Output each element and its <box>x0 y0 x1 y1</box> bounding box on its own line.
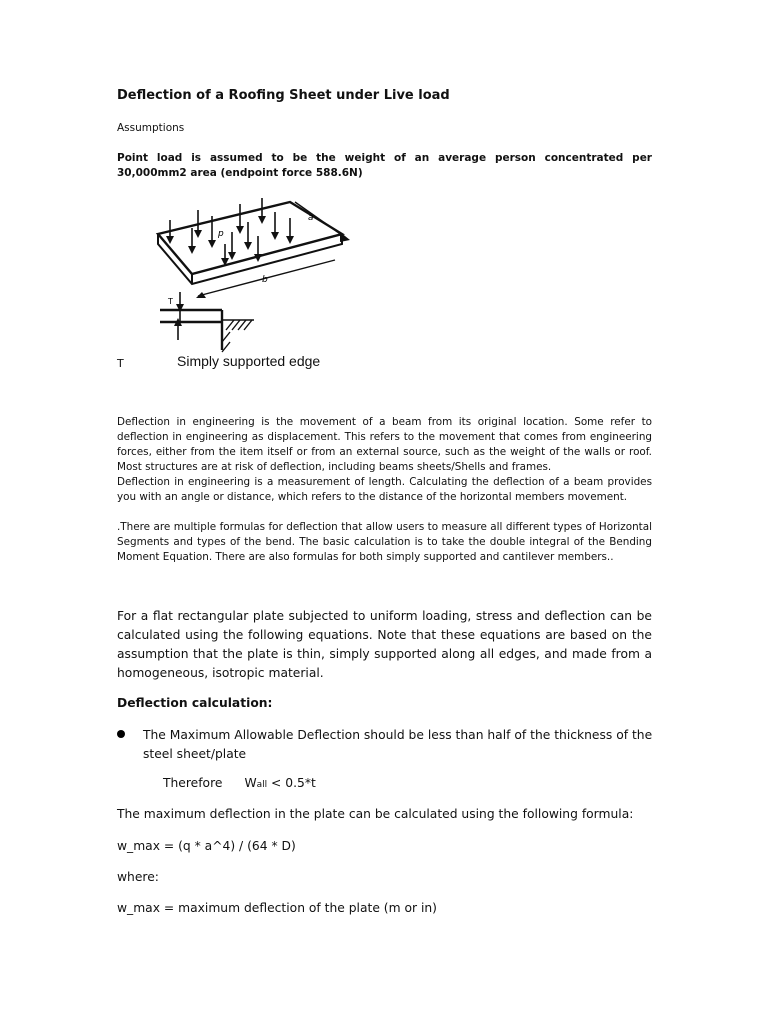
assumptions-label: Assumptions <box>117 122 185 134</box>
figure-t-label: T <box>117 357 124 370</box>
dimension-a-label: a <box>308 213 314 223</box>
paragraph-deflection-formulas: .There are multiple formulas for deflection that allow users to measure all different types of Horizontal Segments and types of the bend. The basic calculation is to take the double integral of the Bending Moment Equation. There are also formulas for both simply supported and cantilever members.. <box>117 521 652 563</box>
thickness-label: T <box>168 297 173 306</box>
deflection-calculation-heading: Deflection calculation: <box>117 696 273 710</box>
max-deflection-formula: w_max = (q * a^4) / (64 * D) <box>117 839 296 853</box>
therefore-line <box>163 776 316 790</box>
figure-caption: Simply supported edge <box>177 353 321 369</box>
where-label: where: <box>117 870 159 884</box>
therefore-text: Therefore <box>163 776 223 790</box>
paragraph-deflection-measure: Deflection in engineering is a measurement of length. Calculating the deflection of a beam provides you with an angle or distance, which refers to the distance of the horizontal members movement. <box>117 476 652 503</box>
load-p-label: p <box>218 229 224 239</box>
paragraph-deflection-intro: Deflection in engineering is the movement of a beam from its original location. Some refer to deflection in engineering as displacement. This refers to the movement that comes from engineering forces, either from the item itself or from an external source, such as the weight of the walls or roof. Most structures are at risk of deflection, including beams sheets/Shells and frames. <box>117 416 652 473</box>
plate-diagram <box>150 192 370 357</box>
point-load-assumption: Point load is assumed to be the weight of an average person concentrated per 30,000mm2 area (endpoint force 588.6N) <box>117 152 652 179</box>
w-all-subscript: all <box>256 780 268 790</box>
wmax-definition: w_max = maximum deflection of the plate (m or in) <box>117 901 437 915</box>
bullet-allowable-deflection: The Maximum Allowable Deflection should be less than half of the thickness of the steel sheet/plate <box>143 728 653 761</box>
paragraph-plate-loading: For a flat rectangular plate subjected to uniform loading, stress and deflection can be calculated using the following equations. Note that these equations are based on the assumption that the plate is thin, simply supported along all edges, and made from a homogeneous, isotropic material. <box>117 609 652 680</box>
max-deflection-intro: The maximum deflection in the plate can be calculated using the following formula: <box>117 807 634 821</box>
w-all-relation: < 0.5*t <box>267 776 316 790</box>
w-all-symbol: W <box>244 776 257 790</box>
bullet-icon <box>117 730 125 738</box>
document-title: Deflection of a Roofing Sheet under Live load <box>117 88 450 103</box>
dimension-b-label: b <box>262 275 268 285</box>
